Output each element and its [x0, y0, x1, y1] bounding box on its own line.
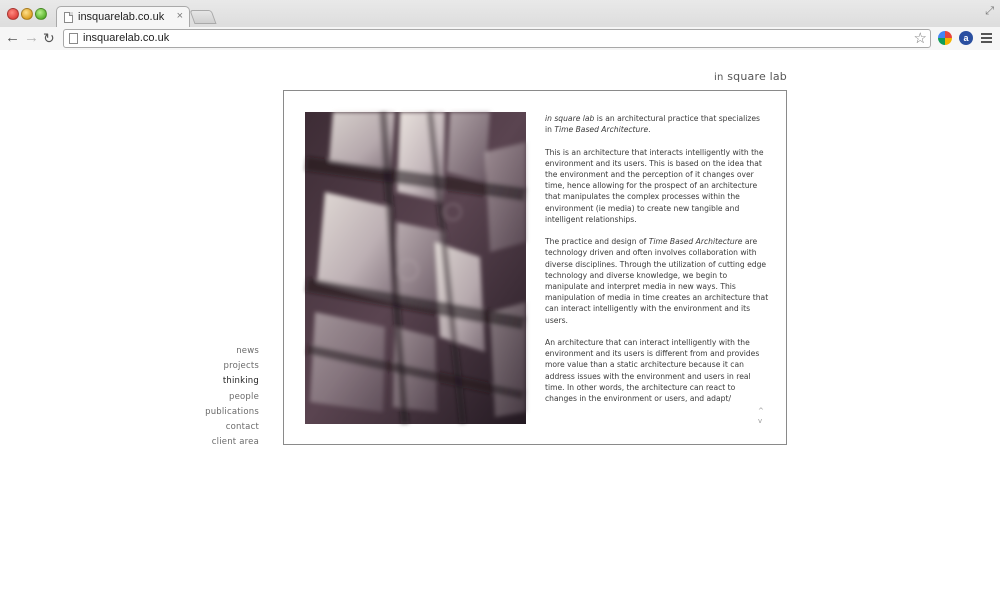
- minimize-window-button[interactable]: [21, 8, 33, 20]
- nav-item-news[interactable]: news: [236, 346, 259, 356]
- nav-item-people[interactable]: people: [228, 391, 259, 402]
- extension-a-icon[interactable]: a: [959, 31, 973, 45]
- fullscreen-icon[interactable]: ⤢: [985, 5, 994, 17]
- paragraph-2: This is an architecture that interacts intelligently with the environment and its users. This is based on the idea that the environment and the perception of it changes over time, hence allowing for the prospect of an architecture that manipulates the complex processes within the environment (ie media) to create new tangible and intelligent relationships.: [545, 147, 764, 224]
- nav-item-client-area[interactable]: client area: [211, 437, 259, 448]
- nav-item-publications[interactable]: publications: [205, 406, 259, 417]
- paragraph-intro: [545, 113, 769, 135]
- url-text[interactable]: insquarelab.co.uk: [83, 32, 170, 44]
- page-icon: [69, 33, 78, 44]
- p3-rest: are technology driven and often involves collaboration with diverse disciplines. Through the utilization of cutting edge technology and diverse knowledge, we begin to manipulate and interpret media in new ways. This manipulation of media in time creates an architecture that can interact intelligently with the environment and its users.: [545, 237, 769, 325]
- nav-item-thinking[interactable]: thinking: [222, 376, 259, 387]
- tab-strip: [0, 0, 1000, 27]
- browser-toolbar: [0, 27, 1000, 50]
- reload-icon[interactable]: ↻: [43, 30, 55, 46]
- architecture-photo: [305, 112, 526, 424]
- logo-in: in: [714, 72, 724, 83]
- extension-icon[interactable]: [938, 31, 952, 45]
- intro-term: Time Based Architecture: [554, 125, 649, 135]
- scroll-down-arrow[interactable]: v: [758, 417, 763, 425]
- back-arrow-icon[interactable]: ←: [5, 29, 20, 46]
- nav-item-projects[interactable]: projects: [223, 361, 259, 372]
- logo-text: square lab: [723, 70, 787, 83]
- address-bar[interactable]: [63, 29, 931, 48]
- browser-chrome: [0, 0, 1000, 50]
- close-window-button[interactable]: [7, 8, 19, 20]
- content-frame: [283, 90, 787, 445]
- browser-tab[interactable]: [56, 6, 190, 28]
- scroll-up-arrow[interactable]: ^: [758, 407, 764, 415]
- page-icon: [64, 12, 73, 23]
- intro-practice-name: in square lab: [545, 114, 595, 123]
- hamburger-menu-icon[interactable]: [981, 33, 992, 45]
- bookmark-star-icon[interactable]: ☆: [913, 30, 927, 47]
- paragraph-4: An architecture that can interact intelligently with the environment and its users is different from and provides more value than a static architecture because it can address issues with the environment and users in real time. In other words, the architecture can react to changes in the environment or users, and adapt/: [545, 338, 760, 404]
- article-text: [545, 113, 769, 404]
- intro-end: .: [648, 125, 651, 135]
- site-logo[interactable]: [714, 70, 787, 83]
- p3-term: Time Based Architecture: [648, 237, 743, 247]
- forward-arrow-icon[interactable]: →: [24, 29, 39, 46]
- tab-title: insquarelab.co.uk: [78, 11, 165, 23]
- new-tab-button[interactable]: [189, 10, 216, 24]
- zoom-window-button[interactable]: [35, 8, 47, 20]
- p3-start: The practice and design of: [545, 237, 649, 247]
- tab-close-icon[interactable]: ×: [176, 10, 183, 22]
- intro-text: is an architectural practice that specializes in: [545, 114, 760, 135]
- site-nav: [180, 344, 259, 450]
- nav-item-contact[interactable]: contact: [225, 422, 259, 433]
- paragraph-3: [545, 236, 769, 326]
